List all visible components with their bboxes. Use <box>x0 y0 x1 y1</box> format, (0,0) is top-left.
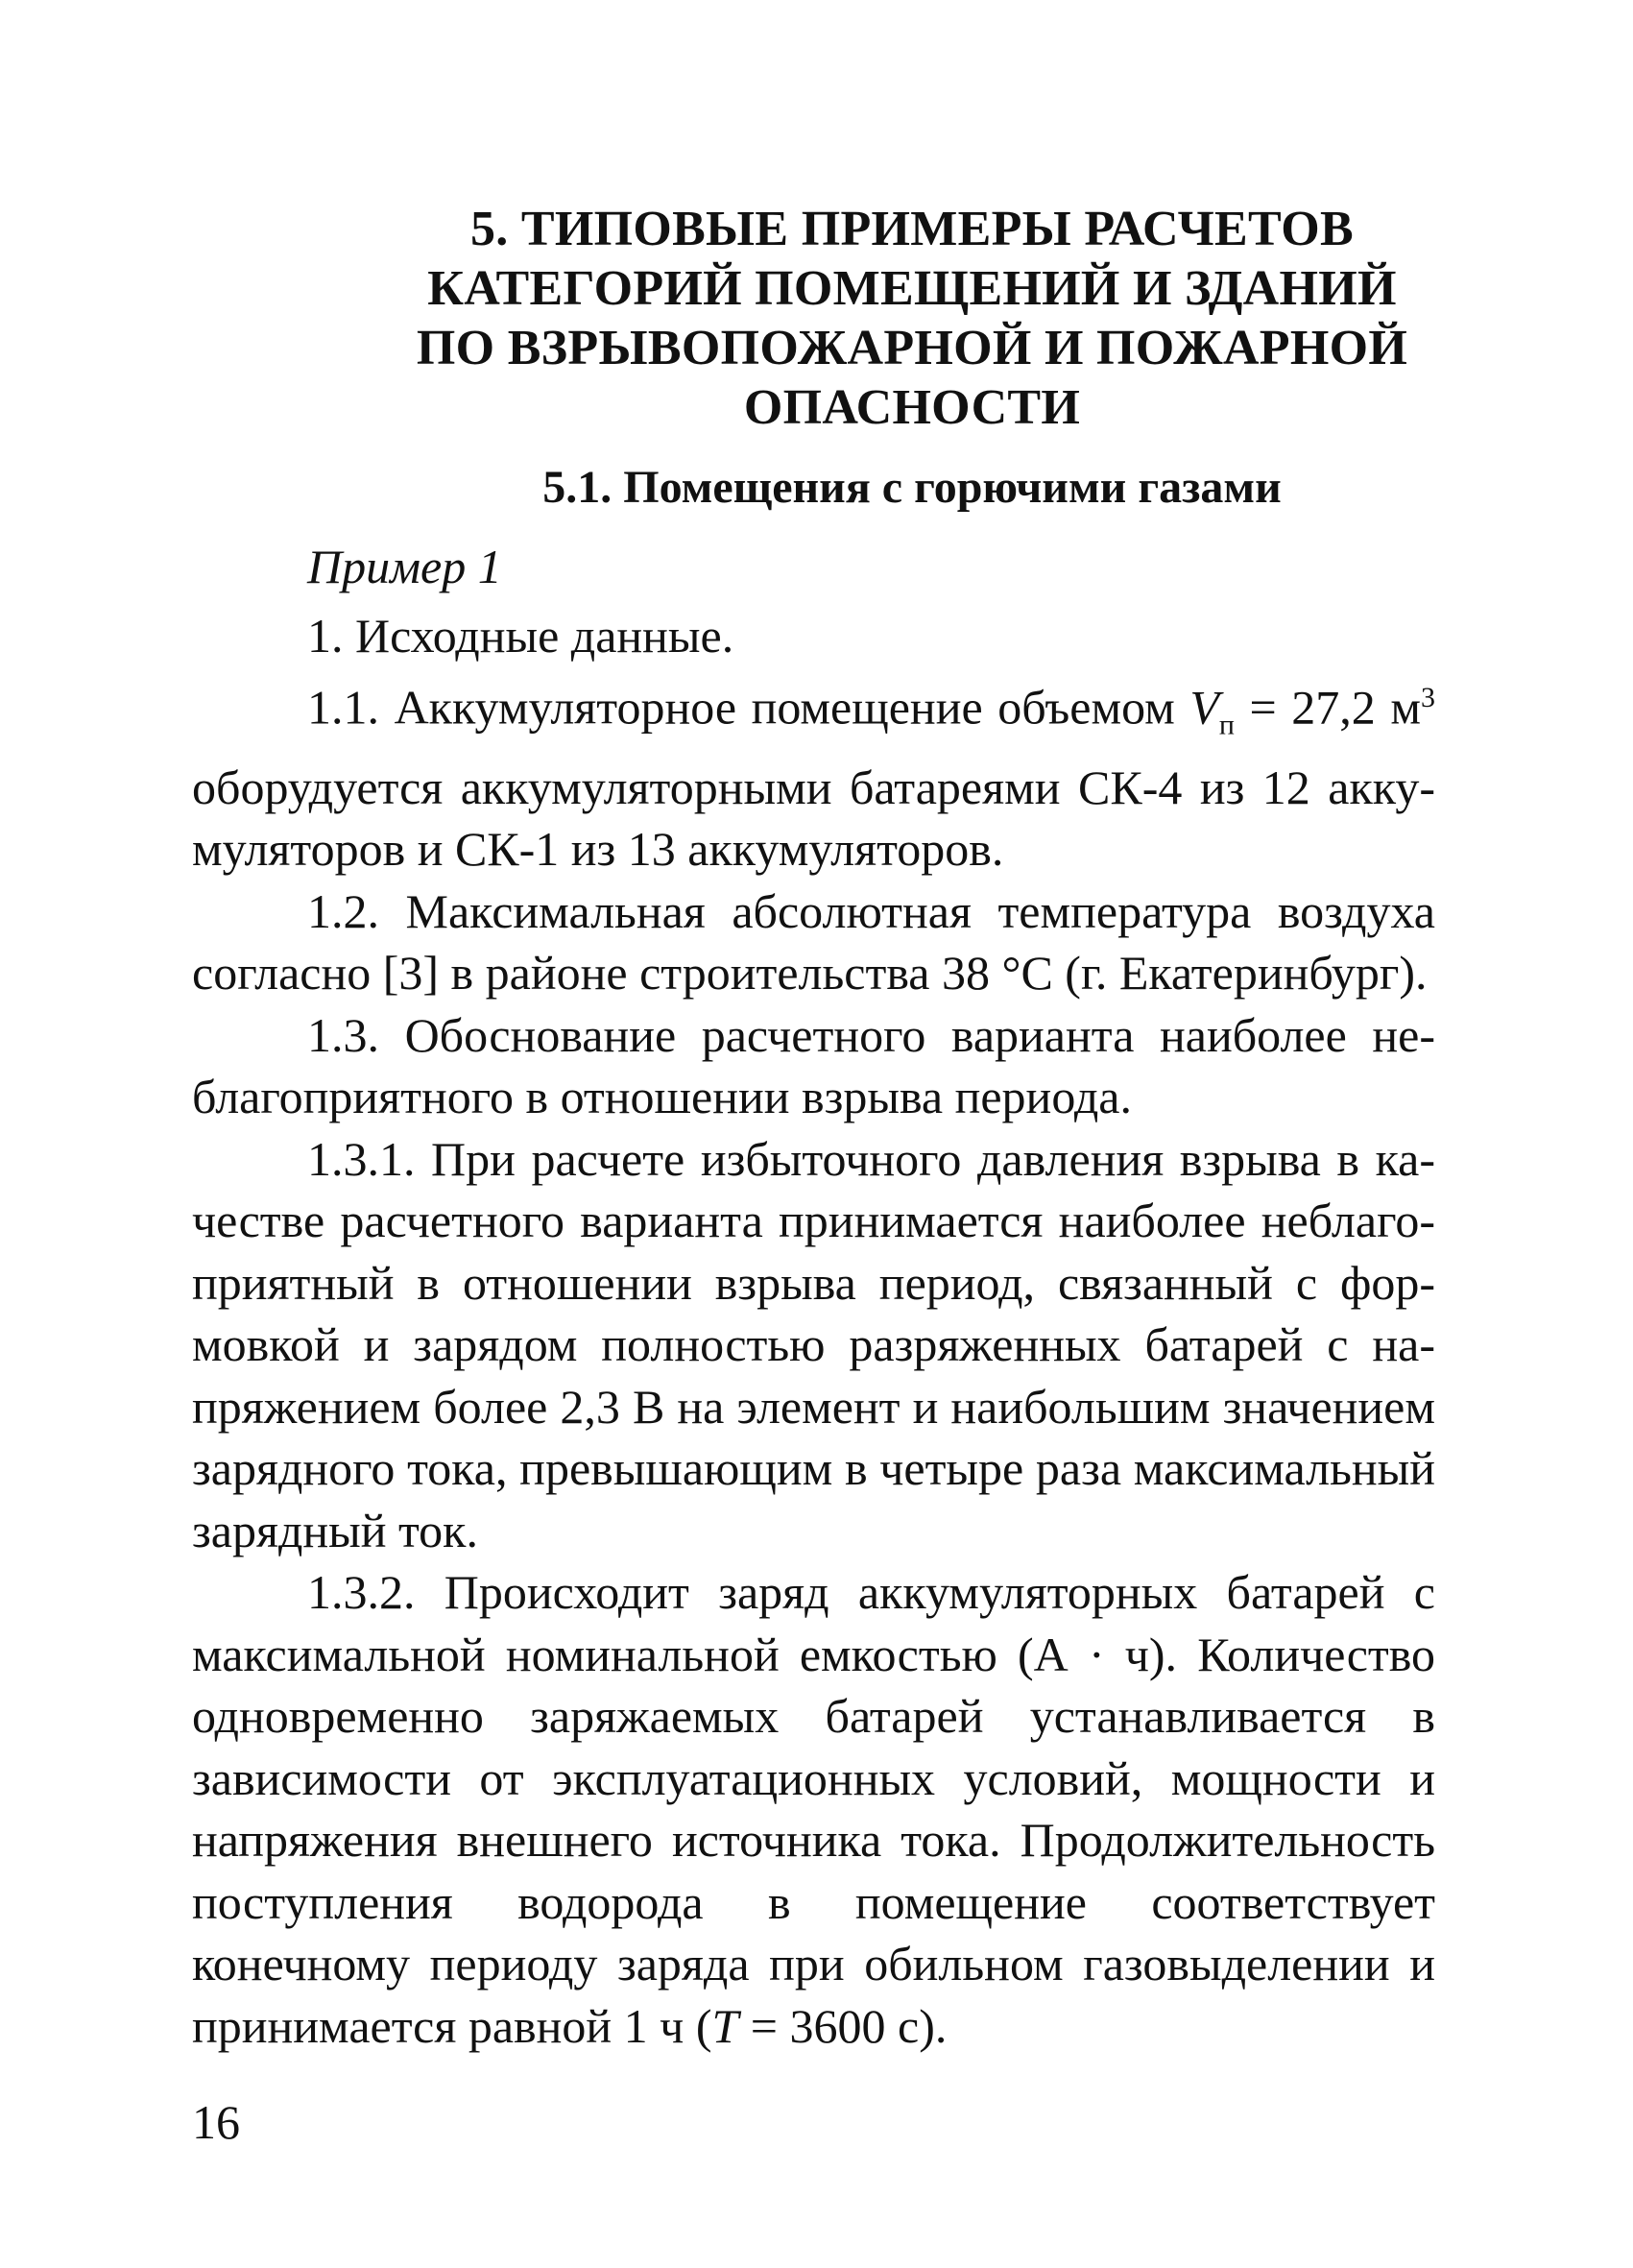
chapter-title-line: 5. ТИПОВЫЕ ПРИМЕРЫ РАСЧЕТОВ <box>469 202 1355 256</box>
paragraph-1-3-2 <box>192 1561 1435 2057</box>
chapter-title-line: КАТЕГОРИЙ ПОМЕЩЕНИЙ И ЗДАНИЙ <box>427 261 1397 316</box>
chapter-title-line: ПО ВЗРЫВОПОЖАРНОЙ И ПОЖАРНОЙ <box>416 321 1408 375</box>
paragraph-1-2: 1.2. Максимальная абсолютная температура воздуха согласно [3] в районе строительства 38 °С (г. Екатеринбург). <box>192 883 1435 1001</box>
volume-unit-exponent: 3 <box>1421 681 1435 713</box>
time-variable: T <box>711 1998 739 2053</box>
paragraph-1-1 <box>192 667 1435 881</box>
paragraph-1-1-tail: оборудуется аккумуляторными батареями СК-4 из 12 аккумуляторов и СК-1 из 13 аккумуляторов. <box>192 760 1435 877</box>
paragraph-1-3-2-tail: = 3600 с). <box>738 1998 948 2053</box>
volume-variable: V <box>1189 680 1219 735</box>
paragraph-1-3-2-lead: 1.3.2. Происходит заряд аккумуляторных батарей с максимальной номинальной емкостью (А · ч). Количество одновременно заряжаемых батарей устанавливается в зависимости от эксплуатационных условий, мощности и напряжения внешнего источника тока. Продолжительность поступления водорода в помещение соответствует конечному периоду заряда при обильном газовыделении и принимается равной 1 ч ( <box>192 1565 1435 2053</box>
paragraph-1-1-lead: 1.1. Аккумуляторное помещение объемом <box>307 680 1190 735</box>
body-text <box>192 605 1435 2057</box>
chapter-title-line: ОПАСНОСТИ <box>743 380 1081 435</box>
volume-subscript: п <box>1218 709 1235 741</box>
chapter-title <box>240 200 1584 438</box>
paragraph-initial-data: 1. Исходные данные. <box>307 609 734 663</box>
page-number: 16 <box>192 2095 240 2149</box>
section-title: 5.1. Помещения с горючими газами <box>542 462 1282 513</box>
volume-value: = 27,2 м <box>1234 680 1421 735</box>
example-label: Пример 1 <box>307 540 502 593</box>
paragraph-1-3-1: 1.3.1. При расчете избыточного давления взрыва в качестве расчетного варианта принимается наиболее неблагоприятный в отношении взрыва период, связанный с формовкой и зарядом полностью разряженных батарей с напряжением более 2,3 В на элемент и наибольшим значением зарядного тока, превышающим в четыре раза максимальный зарядный ток. <box>192 1131 1435 1557</box>
paragraph-1-3: 1.3. Обоснование расчетного варианта наиболее неблагоприятного в отношении взрыва периода. <box>192 1007 1435 1124</box>
